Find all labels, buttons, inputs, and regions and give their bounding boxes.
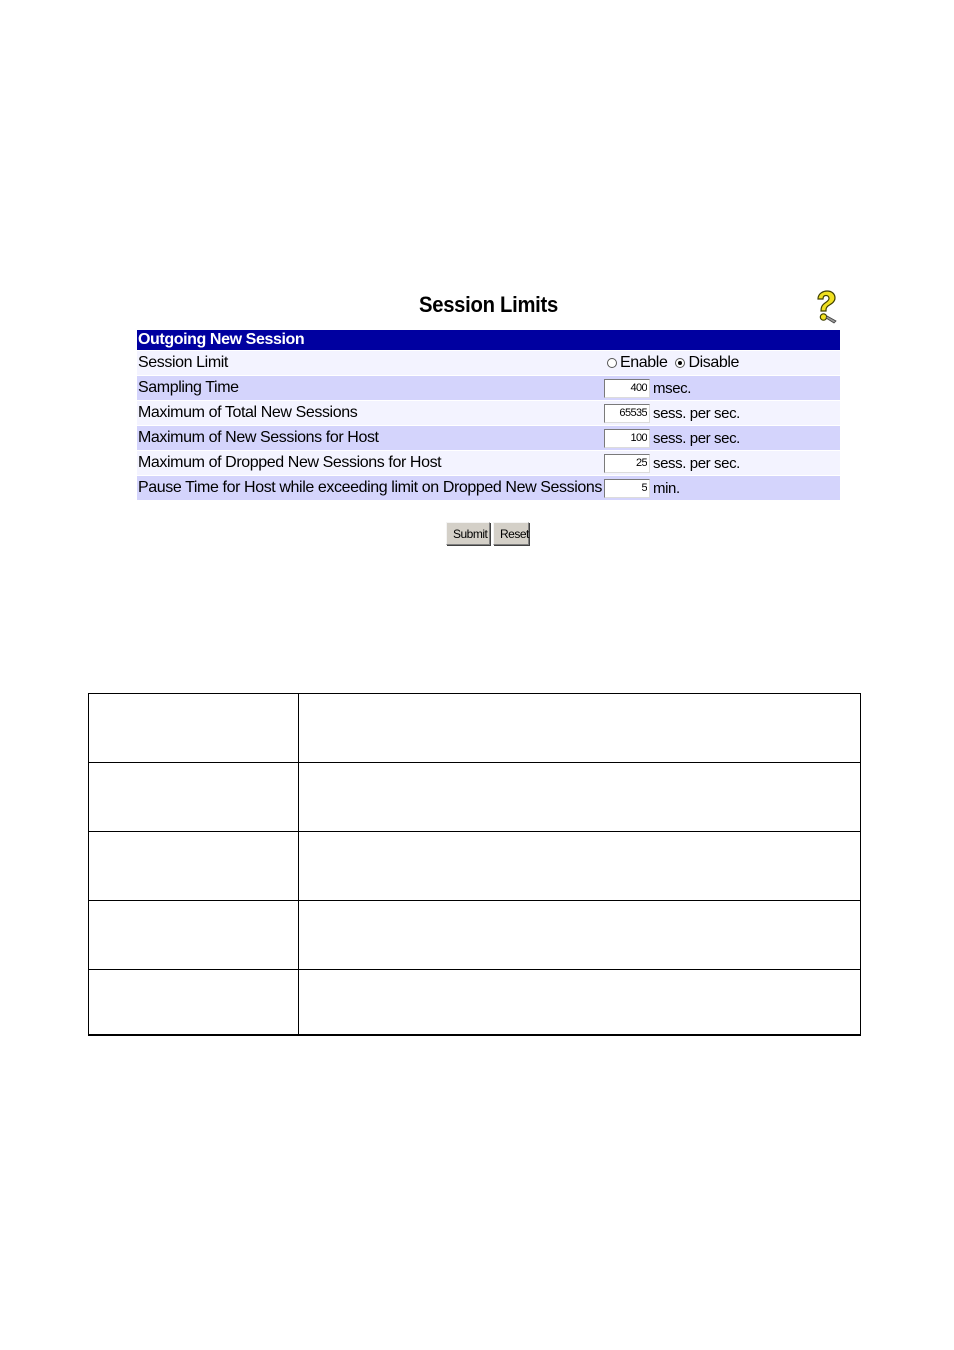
row-sampling-time (137, 376, 840, 400)
row-max-host-sessions (137, 426, 840, 450)
pause-time-label: Pause Time for Host while exceeding limit on Dropped New Sessions (137, 476, 602, 500)
session-limit-value (602, 351, 840, 375)
max-dropped-sessions-value (602, 451, 840, 475)
description-row (89, 832, 861, 901)
description-row (89, 694, 861, 763)
description-term-cell (89, 832, 299, 901)
description-detail-cell (299, 832, 861, 901)
disable-radio-option[interactable] (671, 354, 739, 372)
row-pause-time (137, 476, 840, 500)
description-term-cell (89, 694, 299, 763)
sampling-time-label: Sampling Time (137, 376, 602, 400)
description-term-cell (89, 970, 299, 1036)
description-detail-cell (299, 901, 861, 970)
section-header-row (137, 330, 840, 350)
description-table (88, 693, 861, 1036)
submit-button[interactable]: Submit (446, 522, 490, 545)
sampling-time-input[interactable] (604, 379, 650, 398)
section-header: Outgoing New Session (137, 330, 840, 350)
row-max-dropped-sessions (137, 451, 840, 475)
settings-table (137, 329, 840, 501)
description-detail-cell (299, 694, 861, 763)
pause-time-value (602, 476, 840, 500)
enable-radio[interactable] (607, 358, 617, 368)
session-limit-label: Session Limit (137, 351, 602, 375)
title-row (137, 288, 840, 330)
enable-radio-option[interactable] (603, 354, 667, 372)
max-dropped-sessions-input[interactable] (604, 454, 650, 473)
session-limits-panel (137, 288, 840, 501)
description-row (89, 901, 861, 970)
description-row (89, 763, 861, 832)
max-dropped-sessions-unit: sess. per sec. (653, 454, 740, 472)
help-question-icon[interactable] (812, 290, 838, 324)
max-host-sessions-unit: sess. per sec. (653, 429, 740, 447)
description-detail-cell (299, 763, 861, 832)
max-dropped-sessions-label: Maximum of Dropped New Sessions for Host (137, 451, 602, 475)
reset-button[interactable]: Reset (493, 522, 529, 545)
description-row (89, 970, 861, 1036)
form-buttons (446, 522, 529, 545)
row-max-total-sessions (137, 401, 840, 425)
max-host-sessions-value (602, 426, 840, 450)
max-total-sessions-label: Maximum of Total New Sessions (137, 401, 602, 425)
sampling-time-unit: msec. (653, 379, 692, 397)
max-total-sessions-unit: sess. per sec. (653, 404, 740, 422)
sampling-time-value (602, 376, 840, 400)
max-total-sessions-value (602, 401, 840, 425)
page-title: Session Limits (418, 292, 558, 317)
pause-time-input[interactable] (604, 479, 650, 498)
description-term-cell (89, 763, 299, 832)
max-host-sessions-input[interactable] (604, 429, 650, 448)
description-detail-cell (299, 970, 861, 1036)
disable-radio-label: Disable (688, 353, 740, 371)
pause-time-unit: min. (653, 479, 680, 497)
max-total-sessions-input[interactable] (604, 404, 650, 423)
disable-radio[interactable] (675, 358, 685, 368)
row-session-limit (137, 351, 840, 375)
enable-radio-label: Enable (620, 353, 668, 371)
max-host-sessions-label: Maximum of New Sessions for Host (137, 426, 602, 450)
description-term-cell (89, 901, 299, 970)
